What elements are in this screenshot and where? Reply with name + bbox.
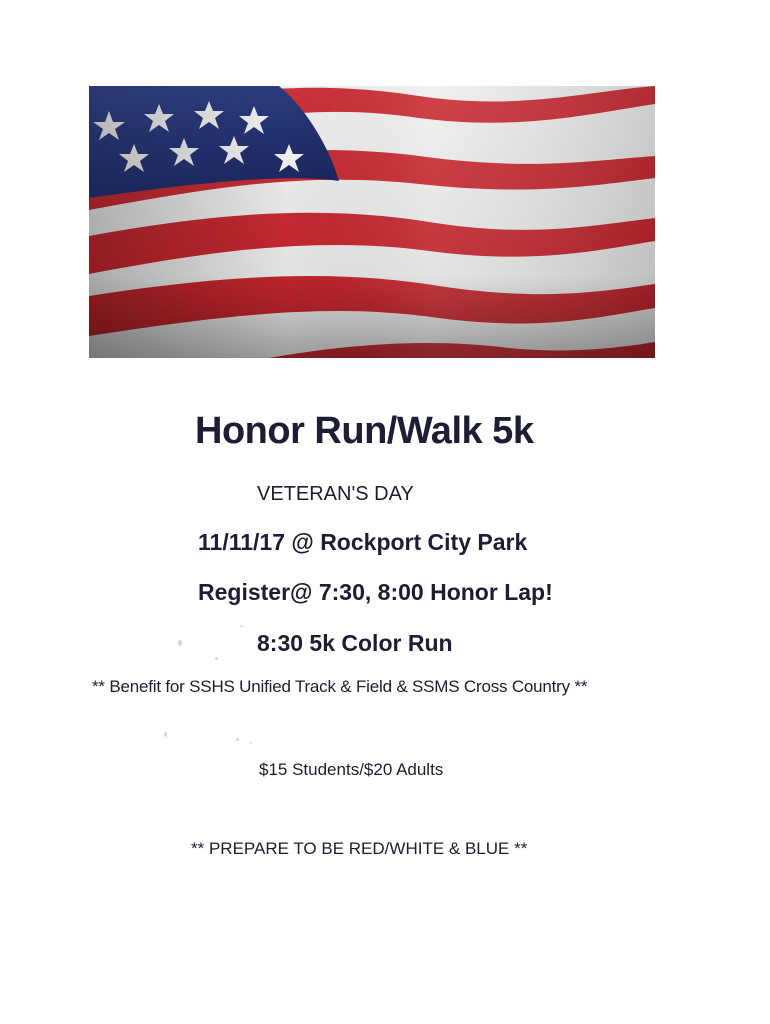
scan-speck xyxy=(240,625,243,627)
scan-speck xyxy=(178,640,182,646)
benefit-note: ** Benefit for SSHS Unified Track & Field & SSMS Cross Country ** xyxy=(92,677,588,696)
flag-graphic xyxy=(89,86,655,358)
color-run-info: 8:30 5k Color Run xyxy=(257,630,453,656)
registration-info: Register@ 7:30, 8:00 Honor Lap! xyxy=(198,579,553,605)
scan-speck xyxy=(250,742,252,744)
prepare-note: ** PREPARE TO BE RED/WHITE & BLUE ** xyxy=(191,839,528,858)
scan-speck xyxy=(215,657,218,660)
american-flag-image xyxy=(89,86,655,358)
pricing-info: $15 Students/$20 Adults xyxy=(259,760,444,779)
scan-speck xyxy=(164,732,167,737)
event-title: Honor Run/Walk 5k xyxy=(195,410,534,452)
event-date-location: 11/11/17 @ Rockport City Park xyxy=(198,529,528,555)
scan-speck xyxy=(236,738,239,741)
event-subtitle: VETERAN'S DAY xyxy=(257,483,414,505)
